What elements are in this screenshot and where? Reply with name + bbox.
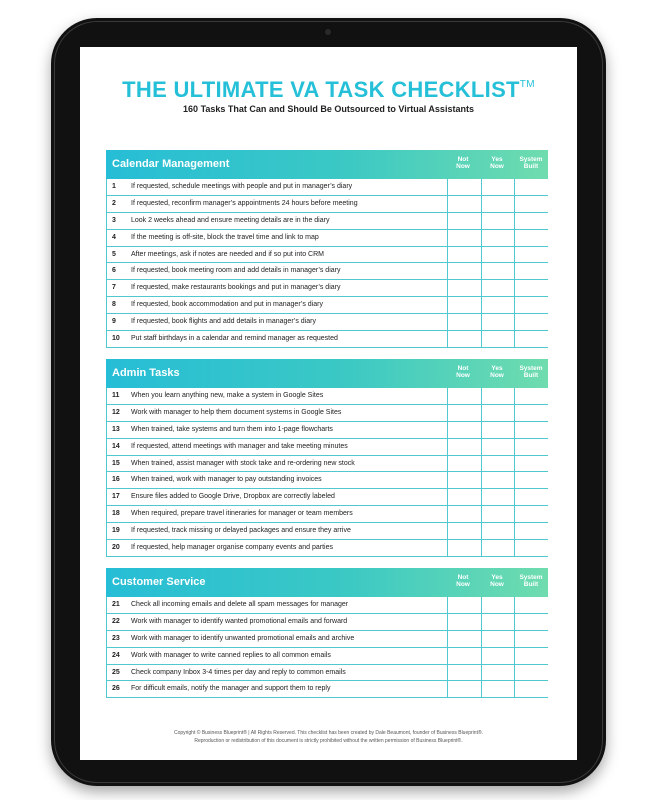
- document-page: [80, 47, 577, 760]
- task-text: If the meeting is off-site, block the travel time and link to map: [131, 233, 319, 241]
- column-header-not-now: [446, 574, 480, 588]
- task-number: 12: [112, 408, 120, 416]
- yes-now-checkbox[interactable]: [481, 388, 515, 404]
- column-header-system-built: [514, 156, 548, 170]
- column-header-not-now-line: Now: [456, 163, 470, 170]
- system-built-checkbox[interactable]: [514, 331, 548, 347]
- system-built-checkbox[interactable]: [514, 648, 548, 664]
- task-number: 13: [112, 425, 120, 433]
- task-text: When required, prepare travel itineraries for manager or team members: [131, 510, 353, 518]
- task-number: 23: [112, 634, 120, 642]
- column-header-yes-now: [480, 574, 514, 588]
- table-row: [106, 213, 548, 230]
- task-text: If requested, attend meetings with manager and take meeting minutes: [131, 442, 348, 450]
- not-now-checkbox[interactable]: [447, 230, 481, 246]
- task-number: 18: [112, 510, 120, 518]
- not-now-checkbox[interactable]: [447, 331, 481, 347]
- task-text: Work with manager to help them document systems in Google Sites: [131, 408, 342, 416]
- system-built-checkbox[interactable]: [514, 540, 548, 556]
- task-number: 9: [112, 318, 116, 326]
- yes-now-checkbox[interactable]: [481, 597, 515, 613]
- column-header-system-built-line: System: [519, 574, 543, 581]
- task-text: If requested, book accommodation and put in manager’s diary: [131, 301, 323, 309]
- column-header-yes-now-line: Now: [490, 372, 504, 379]
- system-built-checkbox[interactable]: [514, 665, 548, 681]
- not-now-checkbox[interactable]: [447, 540, 481, 556]
- yes-now-checkbox[interactable]: [481, 280, 515, 296]
- system-built-checkbox[interactable]: [514, 247, 548, 263]
- column-header-system-built-line: Built: [523, 372, 539, 379]
- task-text: If requested, make restaurants bookings and put in manager’s diary: [131, 284, 341, 292]
- task-number: 2: [112, 199, 116, 207]
- column-header-not-now-line: Now: [456, 372, 470, 379]
- not-now-checkbox[interactable]: [447, 631, 481, 647]
- table-row: [106, 297, 548, 314]
- column-header-yes-now: [480, 365, 514, 379]
- task-text: If requested, book meeting room and add details in manager’s diary: [131, 267, 341, 275]
- system-built-checkbox[interactable]: [514, 681, 548, 697]
- task-number: 15: [112, 459, 120, 467]
- system-built-checkbox[interactable]: [514, 614, 548, 630]
- system-built-checkbox[interactable]: [514, 297, 548, 313]
- not-now-checkbox[interactable]: [447, 297, 481, 313]
- table-row: [106, 489, 548, 506]
- not-now-checkbox[interactable]: [447, 196, 481, 212]
- yes-now-checkbox[interactable]: [481, 540, 515, 556]
- column-header-yes-now-line: Yes: [491, 574, 503, 581]
- task-number: 22: [112, 617, 120, 625]
- task-number: 25: [112, 668, 120, 676]
- not-now-checkbox[interactable]: [447, 489, 481, 505]
- yes-now-checkbox[interactable]: [481, 439, 515, 455]
- task-number: 4: [112, 233, 116, 241]
- task-number: 16: [112, 476, 120, 484]
- task-number: 7: [112, 284, 116, 292]
- system-built-checkbox[interactable]: [514, 196, 548, 212]
- yes-now-checkbox[interactable]: [481, 681, 515, 697]
- not-now-checkbox[interactable]: [447, 439, 481, 455]
- task-text: Check company Inbox 3-4 times per day and reply to common emails: [131, 668, 346, 676]
- column-header-not-now-line: Not: [457, 156, 469, 163]
- system-built-checkbox[interactable]: [514, 506, 548, 522]
- section-header: [106, 568, 548, 597]
- task-text: Work with manager to identify unwanted promotional emails and archive: [131, 634, 355, 642]
- yes-now-checkbox[interactable]: [481, 247, 515, 263]
- task-text: If requested, book flights and add details in manager’s diary: [131, 318, 316, 326]
- page-title: THE ULTIMATE VA TASK CHECKLIST™: [122, 77, 535, 102]
- section-header: [106, 359, 548, 388]
- task-number: 24: [112, 651, 120, 659]
- task-text: When trained, work with manager to pay outstanding invoices: [131, 476, 322, 484]
- yes-now-checkbox[interactable]: [481, 196, 515, 212]
- column-header-not-now: [446, 365, 480, 379]
- table-row: [106, 681, 548, 698]
- checklist-section: [106, 568, 548, 698]
- yes-now-checkbox[interactable]: [481, 422, 515, 438]
- not-now-checkbox[interactable]: [447, 681, 481, 697]
- yes-now-checkbox[interactable]: [481, 456, 515, 472]
- task-number: 8: [112, 301, 116, 309]
- table-row: [106, 280, 548, 297]
- section-header: [106, 150, 548, 179]
- column-header-yes-now-line: Now: [490, 163, 504, 170]
- task-text: Ensure files added to Google Drive, Dropbox are correctly labeled: [131, 493, 335, 501]
- yes-now-checkbox[interactable]: [481, 665, 515, 681]
- task-text: Work with manager to identify wanted promotional emails and forward: [131, 617, 348, 625]
- footer-line-1: Copyright © Business Blueprint® | All Rights Reserved. This checklist has been created by Dale Beaumont, founder of Business Blueprint®.: [173, 730, 484, 736]
- not-now-checkbox[interactable]: [447, 247, 481, 263]
- table-row: [106, 179, 548, 196]
- task-text: If requested, track missing or delayed packages and ensure they arrive: [131, 527, 351, 535]
- checklist-section: [106, 150, 548, 348]
- task-number: 14: [112, 442, 120, 450]
- not-now-checkbox[interactable]: [447, 506, 481, 522]
- task-number: 20: [112, 544, 120, 552]
- system-built-checkbox[interactable]: [514, 439, 548, 455]
- task-text: If requested, reconfirm manager’s appointments 24 hours before meeting: [131, 199, 358, 207]
- yes-now-checkbox[interactable]: [481, 263, 515, 279]
- footer-line-2: Reproduction or redistribution of this document is strictly prohibited without the written permission of Business Blueprint®.: [194, 738, 463, 744]
- system-built-checkbox[interactable]: [514, 280, 548, 296]
- column-header-not-now-line: Not: [457, 365, 469, 372]
- system-built-checkbox[interactable]: [514, 405, 548, 421]
- task-text: For difficult emails, notify the manager and support them to reply: [131, 685, 331, 693]
- column-header-yes-now-line: Now: [490, 581, 504, 588]
- task-number: 5: [112, 250, 116, 258]
- table-row: [106, 506, 548, 523]
- column-header-system-built-line: System: [519, 365, 543, 372]
- task-text: If requested, schedule meetings with people and put in manager’s diary: [131, 183, 353, 190]
- table-row: [106, 523, 548, 540]
- not-now-checkbox[interactable]: [447, 314, 481, 330]
- column-header-not-now-line: Now: [456, 581, 470, 588]
- not-now-checkbox[interactable]: [447, 422, 481, 438]
- table-row: [106, 472, 548, 489]
- system-built-checkbox[interactable]: [514, 179, 548, 195]
- table-row: [106, 631, 548, 648]
- column-header-system-built: [514, 365, 548, 379]
- column-header-yes-now: [480, 156, 514, 170]
- task-number: 21: [112, 601, 120, 608]
- yes-now-checkbox[interactable]: [481, 331, 515, 347]
- not-now-checkbox[interactable]: [447, 472, 481, 488]
- tablet-frame: [51, 18, 606, 786]
- task-text: Work with manager to write canned replies to all common emails: [131, 651, 331, 659]
- not-now-checkbox[interactable]: [447, 597, 481, 613]
- page-subtitle: 160 Tasks That Can and Should Be Outsourced to Virtual Assistants: [183, 104, 474, 114]
- not-now-checkbox[interactable]: [447, 388, 481, 404]
- table-row: [106, 456, 548, 473]
- task-number: 3: [112, 216, 116, 224]
- table-row: [106, 331, 548, 348]
- task-text: After meetings, ask if notes are needed and if so put into CRM: [131, 250, 324, 258]
- checklist-section: [106, 359, 548, 557]
- table-row: [106, 614, 548, 631]
- task-number: 11: [112, 392, 120, 399]
- section-title: Calendar Management: [112, 158, 230, 170]
- system-built-checkbox[interactable]: [514, 263, 548, 279]
- yes-now-checkbox[interactable]: [481, 314, 515, 330]
- table-row: [106, 665, 548, 682]
- task-number: 26: [112, 685, 120, 693]
- task-text: Put staff birthdays in a calendar and remind manager as requested: [131, 335, 338, 343]
- camera-dot: [325, 29, 331, 35]
- yes-now-checkbox[interactable]: [481, 472, 515, 488]
- copyright-footer: [80, 729, 577, 745]
- table-row: [106, 196, 548, 213]
- section-title: Customer Service: [112, 576, 206, 588]
- column-header-system-built: [514, 574, 548, 588]
- column-header-not-now: [446, 156, 480, 170]
- table-row: [106, 314, 548, 331]
- not-now-checkbox[interactable]: [447, 280, 481, 296]
- table-row: [106, 597, 548, 614]
- not-now-checkbox[interactable]: [447, 665, 481, 681]
- task-text: Look 2 weeks ahead and ensure meeting details are in the diary: [131, 216, 330, 224]
- table-row: [106, 648, 548, 665]
- yes-now-checkbox[interactable]: [481, 213, 515, 229]
- task-number: 19: [112, 527, 120, 535]
- yes-now-checkbox[interactable]: [481, 297, 515, 313]
- task-text: Check all incoming emails and delete all spam messages for manager: [131, 601, 349, 608]
- table-row: [106, 439, 548, 456]
- system-built-checkbox[interactable]: [514, 388, 548, 404]
- task-number: 6: [112, 267, 116, 275]
- system-built-checkbox[interactable]: [514, 422, 548, 438]
- column-header-yes-now-line: Yes: [491, 156, 503, 163]
- not-now-checkbox[interactable]: [447, 179, 481, 195]
- system-built-checkbox[interactable]: [514, 230, 548, 246]
- task-text: When trained, take systems and turn them into 1-page flowcharts: [131, 425, 333, 433]
- yes-now-checkbox[interactable]: [481, 648, 515, 664]
- not-now-checkbox[interactable]: [447, 523, 481, 539]
- task-number: 10: [112, 335, 120, 343]
- system-built-checkbox[interactable]: [514, 597, 548, 613]
- table-row: [106, 230, 548, 247]
- not-now-checkbox[interactable]: [447, 648, 481, 664]
- yes-now-checkbox[interactable]: [481, 523, 515, 539]
- section-title: Admin Tasks: [112, 367, 180, 379]
- not-now-checkbox[interactable]: [447, 614, 481, 630]
- table-row: [106, 247, 548, 264]
- task-number: 1: [112, 183, 116, 190]
- task-number: 17: [112, 493, 120, 501]
- not-now-checkbox[interactable]: [447, 213, 481, 229]
- table-row: [106, 405, 548, 422]
- yes-now-checkbox[interactable]: [481, 614, 515, 630]
- system-built-checkbox[interactable]: [514, 456, 548, 472]
- task-text: When you learn anything new, make a system in Google Sites: [131, 392, 324, 399]
- table-row: [106, 388, 548, 405]
- not-now-checkbox[interactable]: [447, 456, 481, 472]
- column-header-system-built-line: Built: [523, 163, 539, 170]
- table-row: [106, 540, 548, 557]
- not-now-checkbox[interactable]: [447, 405, 481, 421]
- not-now-checkbox[interactable]: [447, 263, 481, 279]
- table-row: [106, 263, 548, 280]
- yes-now-checkbox[interactable]: [481, 506, 515, 522]
- system-built-checkbox[interactable]: [514, 213, 548, 229]
- column-header-system-built-line: System: [519, 156, 543, 163]
- yes-now-checkbox[interactable]: [481, 489, 515, 505]
- column-header-system-built-line: Built: [523, 581, 539, 588]
- yes-now-checkbox[interactable]: [481, 179, 515, 195]
- table-row: [106, 422, 548, 439]
- trademark-mark: TM: [519, 79, 535, 90]
- system-built-checkbox[interactable]: [514, 489, 548, 505]
- yes-now-checkbox[interactable]: [481, 631, 515, 647]
- system-built-checkbox[interactable]: [514, 523, 548, 539]
- column-header-yes-now-line: Yes: [491, 365, 503, 372]
- system-built-checkbox[interactable]: [514, 472, 548, 488]
- task-text: If requested, help manager organise company events and parties: [131, 544, 333, 552]
- yes-now-checkbox[interactable]: [481, 405, 515, 421]
- yes-now-checkbox[interactable]: [481, 230, 515, 246]
- column-header-not-now-line: Not: [457, 574, 469, 581]
- system-built-checkbox[interactable]: [514, 631, 548, 647]
- system-built-checkbox[interactable]: [514, 314, 548, 330]
- task-text: When trained, assist manager with stock take and re-ordering new stock: [131, 459, 355, 467]
